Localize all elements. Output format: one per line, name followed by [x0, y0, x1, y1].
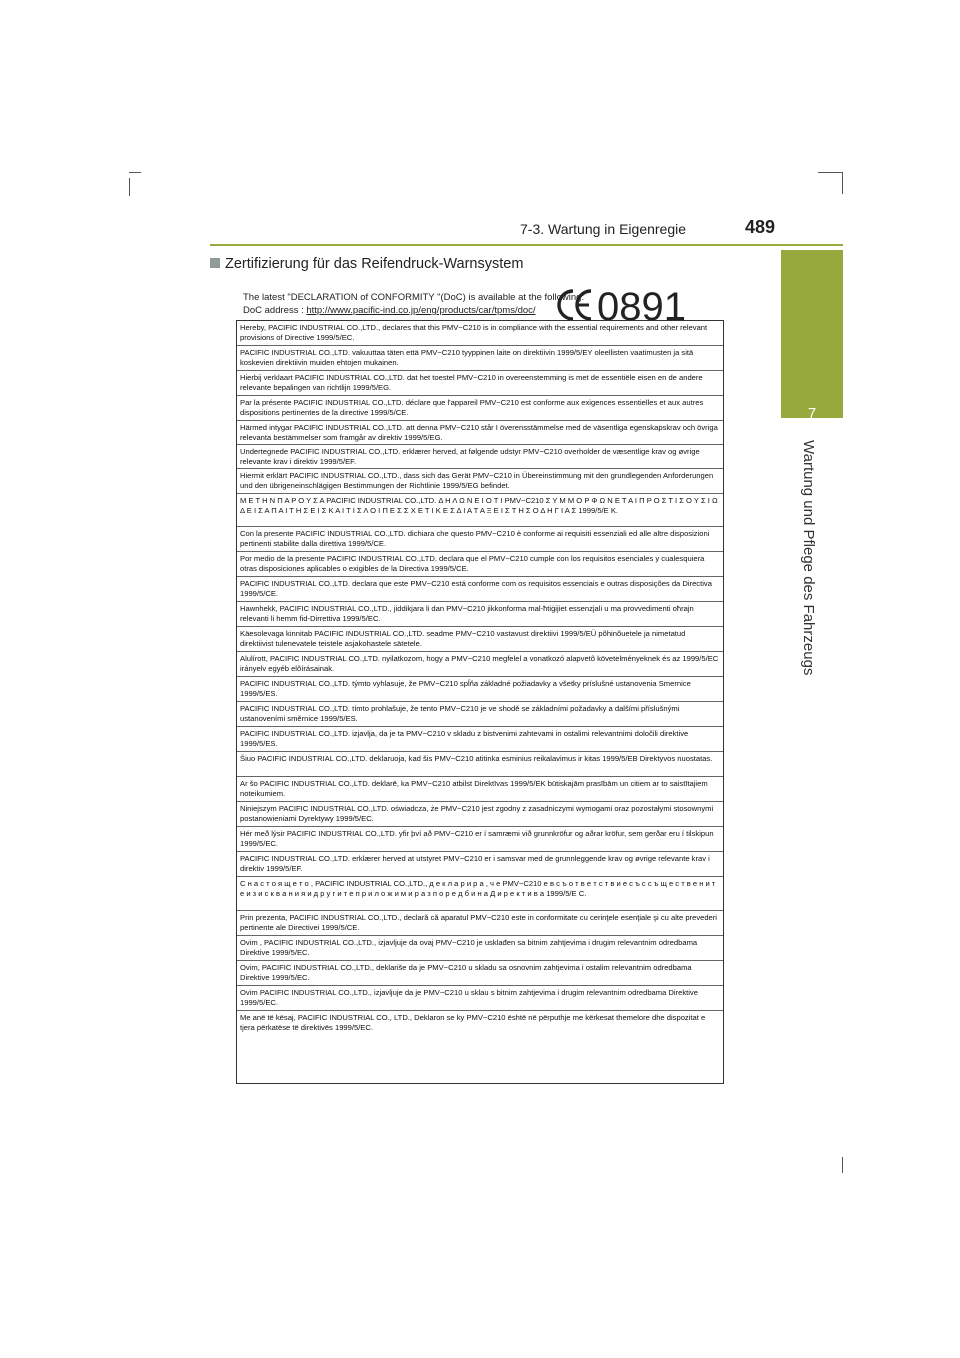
crop-mark-top-left-h — [129, 172, 141, 173]
chapter-number: 7 — [807, 405, 817, 422]
declaration-row: Hawnhekk, PACIFIC INDUSTRIAL CO.,LTD., jiddikjara li dan PMV−C210 jikkonforma mal-ħtiġijiet essenzjali u ma provvedimenti oħrajn relevanti li hemm fid-Dirrettiva 1999/5/EC. — [237, 602, 723, 627]
declaration-row: Hierbij verklaart PACIFIC INDUSTRIAL CO.,LTD. dat het toestel PMV−C210 in overeenstemming is met de essentiële eisen en de andere relevante bepalingen van richtlijn 1999/5/EG. — [237, 371, 723, 396]
declaration-row: PACIFIC INDUSTRIAL CO.,LTD. izjavlja, da je ta PMV−C210 v skladu z bistvenimi zahtevami in ostalimi relevantnimi določili direktive 1999/5/ES. — [237, 727, 723, 752]
section-heading-text: Zertifizierung für das Reifendruck-Warnsystem — [225, 256, 524, 272]
declaration-row: С н а с т о я щ е т о , PACIFIC INDUSTRIAL CO.,LTD., д е к л а р и р а , ч е PMV−C210 е в с ъ о т в е т с т в и е с ъ с с ъ щ е с т в е н и т е и з и с к в а н и я и д р у г и т е п р и л о ж и м и р а з п о р е д б и н а Д и р е к т и в а 1999/5/Е С. — [237, 877, 723, 911]
doc-address-link[interactable]: http://www.pacific-ind.co.jp/eng/products/car/tpms/doc/ — [306, 305, 536, 316]
declaration-row: Undertegnede PACIFIC INDUSTRIAL CO.,LTD. erklærer herved, at følgende udstyr PMV−C210 overholder de væsentlige krav og øvrige relevante krav i direktiv 1999/5/EF. — [237, 445, 723, 469]
declaration-row: Härmed intygar PACIFIC INDUSTRIAL CO.,LTD. att denna PMV−C210 står I överensstämmelse med de väsentliga egenskapskrav och övriga relevanta bestämmelser som framgår av direktiv 1999/5/EG. — [237, 421, 723, 445]
declaration-row: Me anë të kësaj, PACIFIC INDUSTRIAL CO., LTD., Deklaron se ky PMV−C210 është në përputhje me kërkesat themelore dhe dispozitat e tjera përkatëse të direktivës 1999/5/EC. — [240, 1013, 706, 1033]
declaration-row: PACIFIC INDUSTRIAL CO.,LTD. týmto vyhlasuje, že PMV−C210 spĺňa základné požiadavky a všetky príslušné ustanovenia Smernice 1999/5/ES. — [237, 677, 723, 702]
declaration-row: Con la presente PACIFIC INDUSTRIAL CO.,LTD. dichiara che questo PMV−C210 è conforme ai requisiti essenziali ed alle altre disposizioni pertinenti stabilite dalla direttiva 1999/5/CE. — [237, 527, 723, 552]
declaration-row: Alulírott, PACIFIC INDUSTRIAL CO.,LTD. nyilatkozom, hogy a PMV−C210 megfelel a vonatkozó alapvetõ követelményeknek és az 1999/5/EC irányelv egyéb elõírásainak. — [237, 652, 723, 677]
running-header-section: 7-3. Wartung in Eigenregie — [520, 221, 687, 237]
declaration-row: PACIFIC INDUSTRIAL CO.,LTD. vakuuttaa täten että PMV−C210 tyyppinen laite on direktiivin 1999/5/EY oleellisten vaatimusten ja sitä koskevien direktiivin muiden ehtojen mukainen. — [237, 346, 723, 371]
square-bullet-icon — [210, 258, 220, 268]
section-heading — [210, 256, 523, 272]
declaration-row: Par la présente PACIFIC INDUSTRIAL CO.,LTD. déclare que l'appareil PMV−C210 est conforme aux exigences essentielles et aux autres dispositions pertinentes de la directive 1999/5/CE. — [237, 396, 723, 421]
crop-mark-top-left-v — [129, 178, 130, 196]
declaration-row: PACIFIC INDUSTRIAL CO.,LTD. declara que este PMV−C210 está conforme com os requisitos essenciais e outras disposições da Directiva 1999/5/CE. — [237, 577, 723, 602]
crop-mark-top-right-v — [842, 172, 843, 194]
declaration-row: Käesolevaga kinnitab PACIFIC INDUSTRIAL CO.,LTD. seadme PMV−C210 vastavust direktiivi 1999/5/EÜ põhinõuetele ja nimetatud direktiivist tulenevatele teistele asjakohastele sätetele. — [237, 627, 723, 652]
declarations-table — [236, 320, 724, 1084]
declaration-row: Ovim PACIFIC INDUSTRIAL CO.,LTD., izjavljuje da je PMV−C210 u sklau s bitnim zahtjevima i drugim relevantnim odredbama Direktive 1999/5/EC. — [237, 986, 723, 1011]
declaration-row: Ovim, PACIFIC INDUSTRIAL CO.,LTD., deklariše da je PMV−C210 u skladu sa osnovnim zahtjevima i ostalim relevantnim odredbama Direktive 1999/5/EC. — [237, 961, 723, 986]
doc-availability-text: The latest "DECLARATION of CONFORMITY "(DoC) is available at the following: — [243, 292, 585, 303]
crop-mark-top-right-h — [818, 172, 842, 173]
declaration-row: PACIFIC INDUSTRIAL CO.,LTD. tímto prohlašuje, že tento PMV−C210 je ve shodě se základními požadavky a dalšími příslušnými ustanoveními směrnice 1999/5/ES. — [237, 702, 723, 727]
declaration-row: Hér með lýsir PACIFIC INDUSTRIAL CO.,LTD. yfir því að PMV−C210 er í samræmi við grunnkröfur og aðrar kröfur, sem gerðar eru í tilskipun 1999/5/EC. — [237, 827, 723, 852]
chapter-title: Wartung und Pflege des Fahrzeugs — [800, 440, 817, 676]
ce-mark-logo — [553, 285, 693, 325]
declaration-row: Šiuo PACIFIC INDUSTRIAL CO.,LTD. deklaruoja, kad šis PMV−C210 atitinka esminius reikalavimus ir kitas 1999/5/EB Direktyvos nuostatas. — [237, 752, 723, 777]
declaration-row: Hereby, PACIFIC INDUSTRIAL CO.,LTD., declares that this PMV−C210 is in compliance with the essential requirements and other relevant provisions of Directive 1999/5/EC. — [237, 321, 723, 346]
declaration-row: Prin prezenta, PACIFIC INDUSTRIAL CO.,LTD., declară că aparatul PMV−C210 este in conformitate cu cerinţele esenţiale şi cu alte prevederi pertinente ale Directivei 1999/5/CE. — [237, 911, 723, 936]
page-number: 489 — [745, 217, 776, 237]
declaration-row: Por medio de la presente PACIFIC INDUSTRIAL CO.,LTD. declara que el PMV−C210 cumple con los requisitos esenciales y cualesquiera otras disposiciones aplicables o exigibles de la Directiva 1999/5/CE. — [237, 552, 723, 577]
doc-address-label: DoC address : — [243, 305, 304, 316]
declaration-row: Hiermit erklärt PACIFIC INDUSTRIAL CO.,LTD., dass sich das Gerät PMV−C210 in Übereinstimmung mit den grundlegenden Anforderungen und den übrigeneinschlägigen Bestimmungen der Richtlinie 1999/5/EG befindet. — [237, 469, 723, 494]
declaration-row: PACIFIC INDUSTRIAL CO.,LTD. erklærer herved at utstyret PMV−C210 er i samsvar med de grunnleggende krav og øvrige relevante krav i direktiv 1999/5/EF. — [237, 852, 723, 877]
declaration-row: Niniejszym PACIFIC INDUSTRIAL CO.,LTD. oświadcza, że PMV−C210 jest zgodny z zasadniczymi wymogami oraz pozostałymi stosownymi postanowieniami Dyrektywy 1999/5/EC. — [237, 802, 723, 827]
crop-mark-bottom-right-v — [842, 1157, 843, 1173]
declaration-row: Ovim , PACIFIC INDUSTRIAL CO.,LTD., izjavljuje da ovaj PMV−C210 je usklađen sa bitnim zahtjevima i drugim relevantnim odredbama Direktive 1999/5/EC. — [237, 936, 723, 961]
chapter-tab — [781, 250, 843, 418]
header-rule — [210, 244, 843, 246]
doc-address-line — [243, 305, 536, 316]
declaration-row: Ar šo PACIFIC INDUSTRIAL CO.,LTD. deklarē, ka PMV−C210 atbilst Direktīvas 1999/5/EK būtiskajām prasībām un citiem ar to saistītajiem noteikumiem. — [237, 777, 723, 802]
declaration-row: Μ Ε Τ Η Ν Π Α Ρ Ο Υ Σ Α PACIFIC INDUSTRIAL CO.,LTD. Δ Η Λ Ω Ν Ε Ι Ο Τ Ι PMV−C210 Σ Υ Μ Μ Ο Ρ Φ Ω Ν Ε Τ Α Ι Π Ρ Ο Σ Τ Ι Σ Ο Υ Σ Ι Ω Δ Ε Ι Σ Α Π Α Ι Τ Η Σ Ε Ι Σ Κ Α Ι Τ Ι Σ Λ Ο Ι Π Ε Σ Σ Χ Ε Τ Ι Κ Ε Σ Δ Ι Α Τ Α Ξ Ε Ι Σ Τ Η Σ Ο Δ Η Γ Ι Α Σ 1999/5/Ε Κ. — [237, 494, 723, 527]
ce-number: 0891 — [597, 285, 686, 325]
